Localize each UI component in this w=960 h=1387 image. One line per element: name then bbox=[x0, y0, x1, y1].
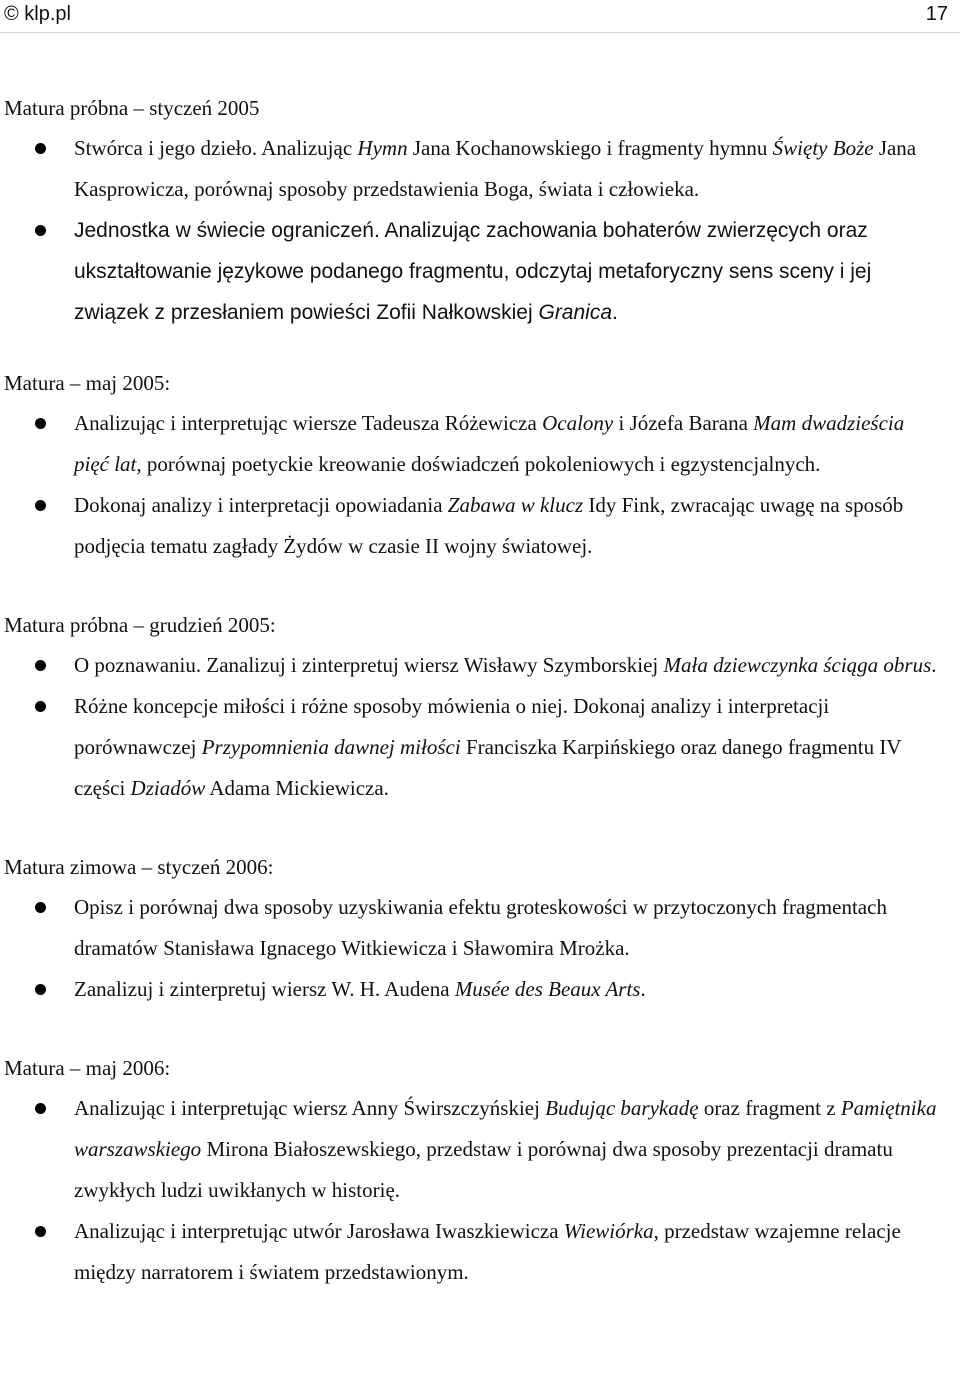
text-segment: Zanalizuj i zinterpretuj wiersz W. H. Audena bbox=[74, 977, 455, 1001]
title-text: Przypomnienia dawnej miłości bbox=[201, 735, 461, 759]
text-segment: Opisz i porównaj dwa sposoby uzyskiwania efektu groteskowości w przytoczonych fragmentach dramatów Stanisława Ignacego Witkiewicza i Sławomira Mrożka. bbox=[74, 895, 887, 960]
bullet-icon bbox=[35, 1226, 46, 1237]
topic-item bbox=[4, 210, 944, 333]
title-text: Musée des Beaux Arts bbox=[454, 977, 641, 1001]
section-heading: Matura – maj 2005: bbox=[4, 371, 171, 395]
topic-list bbox=[4, 128, 944, 333]
bullet-icon bbox=[35, 225, 46, 236]
topic-item bbox=[4, 686, 944, 809]
text-segment: Adama Mickiewicza. bbox=[205, 776, 389, 800]
text-segment: . bbox=[640, 977, 646, 1001]
text-segment: Stwórca i jego dzieło. Analizując bbox=[74, 136, 358, 160]
site-label: © klp.pl bbox=[4, 3, 71, 25]
page-header bbox=[0, 0, 960, 30]
text-segment: Idy Fink, zwracając uwagę na sposób podjęcia tematu zagłady Żydów w czasie II wojny światowej. bbox=[74, 493, 904, 558]
title-text: Budując barykadę bbox=[545, 1096, 699, 1120]
topic-list bbox=[4, 887, 944, 1010]
topic-text bbox=[74, 694, 901, 800]
text-segment: Analizując i interpretując wiersz Anny Świrszczyńskiej bbox=[74, 1096, 546, 1120]
exam-section bbox=[4, 847, 944, 1010]
section-heading: Matura zimowa – styczeń 2006: bbox=[4, 855, 274, 879]
text-segment: Franciszka Karpińskiego oraz danego fragmentu IV części bbox=[74, 735, 902, 800]
topic-text bbox=[74, 218, 871, 324]
text-segment: . bbox=[612, 301, 618, 324]
topic-text bbox=[74, 493, 903, 558]
topic-item bbox=[4, 887, 944, 969]
bullet-icon bbox=[35, 1103, 46, 1114]
bullet-icon bbox=[35, 701, 46, 712]
title-text: Święty Boże bbox=[772, 136, 874, 160]
text-segment: Analizując i interpretując wiersze Tadeusza Różewicza bbox=[74, 411, 543, 435]
text-segment: . bbox=[931, 653, 937, 677]
topic-item bbox=[4, 1088, 944, 1211]
section-heading: Matura próbna – styczeń 2005 bbox=[4, 96, 260, 120]
title-text: Dziadów bbox=[130, 776, 206, 800]
text-segment: Jednostka w świecie ograniczeń. Analizując zachowania bohaterów zwierzęcych oraz ukształtowanie językowe podanego fragmentu, odczytaj metaforyczny sens sceny i jej związek z przesłaniem powieści Zofii Nałkowskiej bbox=[74, 219, 872, 324]
topic-text bbox=[74, 653, 937, 677]
topic-item bbox=[4, 1211, 944, 1293]
text-segment: Jana Kasprowicza, porównaj sposoby przedstawienia Boga, świata i człowieka. bbox=[74, 136, 917, 201]
bullet-icon bbox=[35, 660, 46, 671]
topic-item bbox=[4, 645, 944, 686]
topic-list bbox=[4, 403, 944, 567]
text-segment: Analizując i interpretując utwór Jarosława Iwaszkiewicza bbox=[74, 1219, 564, 1243]
topic-item bbox=[4, 403, 944, 485]
title-text: Ocalony bbox=[542, 411, 614, 435]
topic-text bbox=[74, 1096, 936, 1202]
text-segment: Dokonaj analizy i interpretacji opowiadania bbox=[74, 493, 448, 517]
text-segment: i Józefa Barana bbox=[613, 411, 754, 435]
exam-section bbox=[4, 605, 944, 809]
topic-text bbox=[74, 1219, 901, 1284]
title-text: Hymn bbox=[357, 136, 408, 160]
bullet-icon bbox=[35, 984, 46, 995]
exam-section bbox=[4, 363, 944, 567]
page-number: 17 bbox=[925, 3, 948, 25]
document-body bbox=[4, 88, 944, 1331]
section-heading: Matura – maj 2006: bbox=[4, 1056, 171, 1080]
bullet-icon bbox=[35, 902, 46, 913]
text-segment: Jana Kochanowskiego i fragmenty hymnu bbox=[407, 136, 773, 160]
section-heading: Matura próbna – grudzień 2005: bbox=[4, 613, 276, 637]
text-segment: oraz fragment z bbox=[698, 1096, 841, 1120]
text-segment: Różne koncepcje miłości i różne sposoby mówienia o niej. Dokonaj analizy i interpretacji porównawczej bbox=[74, 694, 830, 759]
bullet-icon bbox=[35, 143, 46, 154]
title-text: Zabawa w klucz bbox=[447, 493, 584, 517]
header-divider bbox=[0, 32, 960, 33]
text-segment: Mirona Białoszewskiego, przedstaw i porównaj dwa sposoby prezentacji dramatu zwykłych ludzi uwikłanych w historię. bbox=[74, 1137, 893, 1202]
topic-item bbox=[4, 485, 944, 567]
text-segment: , przedstaw wzajemne relacje między narratorem i światem przedstawionym. bbox=[74, 1219, 901, 1284]
topic-text bbox=[74, 977, 646, 1001]
title-text: Wiewiórka bbox=[563, 1219, 654, 1243]
topic-list bbox=[4, 645, 944, 809]
topic-list bbox=[4, 1088, 944, 1293]
topic-text bbox=[74, 895, 887, 960]
title-text: Mała dziewczynka ściąga obrus bbox=[663, 653, 932, 677]
topic-item bbox=[4, 969, 944, 1010]
title-text: Mam dwadzieścia pięć lat, bbox=[74, 411, 905, 476]
exam-section bbox=[4, 1048, 944, 1293]
text-segment: O poznawaniu. Zanalizuj i zinterpretuj wiersz Wisławy Szymborskiej bbox=[74, 653, 664, 677]
title-text: Pamiętnika warszawskiego bbox=[74, 1096, 937, 1161]
bullet-icon bbox=[35, 418, 46, 429]
text-segment: porównaj poetyckie kreowanie doświadczeń pokoleniowych i egzystencjalnych. bbox=[141, 452, 821, 476]
topic-text bbox=[74, 136, 916, 201]
exam-section bbox=[4, 88, 944, 333]
bullet-icon bbox=[35, 500, 46, 511]
topic-item bbox=[4, 128, 944, 210]
title-text: Granica bbox=[538, 301, 613, 324]
topic-text bbox=[74, 411, 904, 476]
